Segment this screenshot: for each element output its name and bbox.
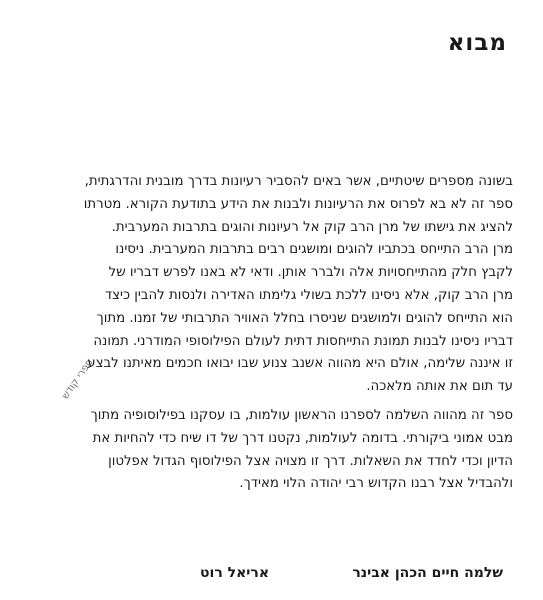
text-line: ספר זה לא בא לפרוס את הרעיונות ולבנות את הידע בתודעת הקורא. מטרתו [83, 196, 513, 212]
author-name: שלמה חיים הכהן אבינר [352, 565, 503, 581]
stamp-watermark: ספרי קודש [60, 357, 96, 402]
text-line: לקבץ חלק מהתייחסויות אלה ולברר אותן. ודאי לא באנו לפרש דבריו של [108, 265, 513, 281]
text-line: זו איננה שלימה, אולם היא מהווה אשנב צנוע שבו יבואו חכמים מאיתנו לבצע [87, 356, 513, 372]
page-title: מבוא [447, 30, 507, 56]
text-line: עד תום את אותה מלאכה. [366, 379, 513, 395]
text-line: הוא התייחס להוגים ולמושגים שניסרו בחלל האוויר התרבותי של זמנו. מתוך [96, 310, 513, 326]
text-line: ספר זה מהווה השלמה לספרנו הראשון עולמות, בו עסקנו בפילוסופיה מתוך [90, 407, 513, 423]
text-line: דבריו ניסינו לבנות תמונת התייחסות דתית לעולם הפילוסופי המודרני. תמונה [93, 333, 513, 349]
text-line: מרן הרב קוק, אלא ניסינו ללכת בשולי גלימתו האדירה ולנסות להבין כיצד [104, 287, 513, 303]
text-line: מבט אמוני ביקורתי. בדומה לעולמות, נקטנו דרך של דו שיח כדי להחיות את [92, 430, 513, 446]
author-signatures [200, 565, 503, 581]
text-line: מרן הרב התייחס בכתביו להוגים ומושגים רבים בתרבות המערבית. ניסינו [115, 242, 513, 258]
text-line: ולהבדיל אצל רבנו הקדוש רבי יהודה הלוי מאידך. [239, 476, 513, 492]
author-name: אריאל רוט [200, 565, 270, 581]
text-line: בשונה מספרים שיטתיים, אשר באים להסביר רעיונות בדרך מובנית והדרגתית, [84, 174, 513, 189]
text-line: להציג את גישתו של מרן הרב קוק אל רעיונות והוגים בתרבות המערבית. [111, 219, 513, 235]
body-text [25, 171, 513, 496]
text-line: הדיון וכדי לחדד את השאלות. דרך זו מצויה אצל הפילוסוף הגדול אפלטון [108, 453, 513, 469]
